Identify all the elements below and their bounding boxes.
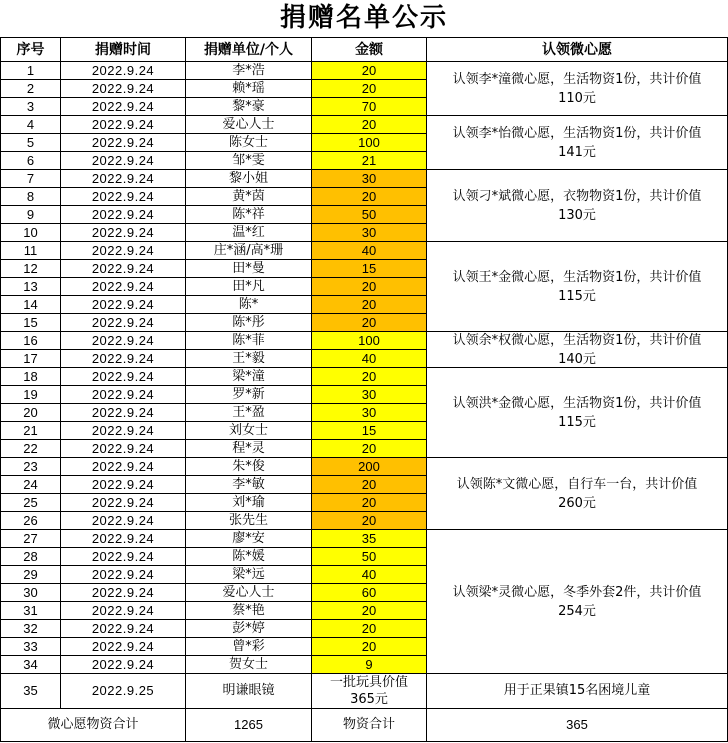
row-number: 2 bbox=[0, 80, 61, 98]
donation-amount: 20 bbox=[312, 476, 427, 494]
wish-cell bbox=[427, 368, 728, 458]
donation-amount: 21 bbox=[312, 152, 427, 170]
row-number: 33 bbox=[0, 638, 61, 656]
donor-name: 明谦眼镜 bbox=[186, 674, 312, 709]
donation-amount: 30 bbox=[312, 386, 427, 404]
wish-total-label: 微心愿物资合计 bbox=[0, 709, 186, 742]
donor-name: 蔡*艳 bbox=[186, 602, 312, 620]
donation-date: 2022.9.24 bbox=[61, 350, 186, 368]
donation-date: 2022.9.24 bbox=[61, 494, 186, 512]
row-number: 11 bbox=[0, 242, 61, 260]
wish-text bbox=[453, 70, 702, 108]
wish-cell bbox=[427, 116, 728, 170]
row-number: 24 bbox=[0, 476, 61, 494]
donor-name: 梁*远 bbox=[186, 566, 312, 584]
donation-amount: 20 bbox=[312, 602, 427, 620]
wish-cell bbox=[427, 458, 728, 530]
wish-description: 认领王*金微心愿，生活物资1份，共计价值 bbox=[452, 269, 702, 285]
donation-date: 2022.9.24 bbox=[61, 278, 186, 296]
row-number: 4 bbox=[0, 116, 61, 134]
row-number: 27 bbox=[0, 530, 61, 548]
amount-value: 365元 bbox=[350, 692, 388, 707]
header-no: 序号 bbox=[0, 37, 61, 62]
donation-table bbox=[0, 37, 728, 743]
donation-date: 2022.9.24 bbox=[61, 332, 186, 350]
donor-name: 陈女士 bbox=[186, 134, 312, 152]
wish-cell: 用于正果镇15名困境儿童 bbox=[427, 674, 728, 709]
donor-name: 李*敏 bbox=[186, 476, 312, 494]
donor-name: 程*灵 bbox=[186, 440, 312, 458]
donation-amount: 40 bbox=[312, 566, 427, 584]
row-number: 19 bbox=[0, 386, 61, 404]
wish-cell bbox=[427, 62, 728, 116]
row-number: 31 bbox=[0, 602, 61, 620]
donation-amount: 70 bbox=[312, 98, 427, 116]
donor-name: 赖*瑶 bbox=[186, 80, 312, 98]
donation-date: 2022.9.25 bbox=[61, 674, 186, 709]
wish-description: 认领余*权微心愿，生活物资1份，共计价值 bbox=[452, 332, 702, 348]
donation-amount: 30 bbox=[312, 224, 427, 242]
donor-name: 邹*雯 bbox=[186, 152, 312, 170]
donation-amount: 9 bbox=[312, 656, 427, 674]
donation-amount: 20 bbox=[312, 278, 427, 296]
row-number: 3 bbox=[0, 98, 61, 116]
row-number: 8 bbox=[0, 188, 61, 206]
donor-name: 彭*婷 bbox=[186, 620, 312, 638]
amount-description: 一批玩具价值 bbox=[329, 675, 408, 690]
wish-cell bbox=[427, 332, 728, 368]
donor-name: 张先生 bbox=[186, 512, 312, 530]
donation-date: 2022.9.24 bbox=[61, 188, 186, 206]
row-number: 22 bbox=[0, 440, 61, 458]
donation-amount: 30 bbox=[312, 404, 427, 422]
donation-amount: 20 bbox=[312, 116, 427, 134]
wish-value: 254元 bbox=[558, 603, 596, 619]
donation-date: 2022.9.24 bbox=[61, 422, 186, 440]
donation-amount: 100 bbox=[312, 134, 427, 152]
donor-name: 陈* bbox=[186, 296, 312, 314]
donation-amount: 50 bbox=[312, 206, 427, 224]
wish-value: 110元 bbox=[558, 90, 596, 106]
donor-name: 陈*彤 bbox=[186, 314, 312, 332]
donation-date: 2022.9.24 bbox=[61, 620, 186, 638]
donation-date: 2022.9.24 bbox=[61, 638, 186, 656]
donation-date: 2022.9.24 bbox=[61, 224, 186, 242]
wish-value: 141元 bbox=[558, 144, 596, 160]
row-number: 23 bbox=[0, 458, 61, 476]
donation-amount: 40 bbox=[312, 350, 427, 368]
donation-date: 2022.9.24 bbox=[61, 260, 186, 278]
donation-amount: 20 bbox=[312, 368, 427, 386]
row-number: 14 bbox=[0, 296, 61, 314]
donation-date: 2022.9.24 bbox=[61, 512, 186, 530]
donation-date: 2022.9.24 bbox=[61, 656, 186, 674]
donor-name: 李*浩 bbox=[186, 62, 312, 80]
header-donor: 捐赠单位/个人 bbox=[186, 37, 312, 62]
donation-date: 2022.9.24 bbox=[61, 296, 186, 314]
donation-amount: 20 bbox=[312, 314, 427, 332]
header-date: 捐赠时间 bbox=[61, 37, 186, 62]
donor-name: 黄*茵 bbox=[186, 188, 312, 206]
row-number: 35 bbox=[0, 674, 61, 709]
donation-date: 2022.9.24 bbox=[61, 368, 186, 386]
donation-date: 2022.9.24 bbox=[61, 98, 186, 116]
donation-date: 2022.9.24 bbox=[61, 458, 186, 476]
donor-name: 田*凡 bbox=[186, 278, 312, 296]
wish-value: 115元 bbox=[558, 288, 596, 304]
donation-amount: 35 bbox=[312, 530, 427, 548]
donation-date: 2022.9.24 bbox=[61, 386, 186, 404]
row-number: 1 bbox=[0, 62, 61, 80]
row-number: 25 bbox=[0, 494, 61, 512]
wish-description: 认领李*潼微心愿，生活物资1份，共计价值 bbox=[452, 71, 702, 87]
goods-total-value: 365 bbox=[427, 709, 728, 742]
donation-date: 2022.9.24 bbox=[61, 62, 186, 80]
row-number: 9 bbox=[0, 206, 61, 224]
donor-name: 廖*安 bbox=[186, 530, 312, 548]
row-number: 17 bbox=[0, 350, 61, 368]
donation-date: 2022.9.24 bbox=[61, 80, 186, 98]
wish-text bbox=[453, 583, 702, 621]
donation-amount: 15 bbox=[312, 260, 427, 278]
row-number: 12 bbox=[0, 260, 61, 278]
donation-date: 2022.9.24 bbox=[61, 242, 186, 260]
donation-date: 2022.9.24 bbox=[61, 314, 186, 332]
row-number: 15 bbox=[0, 314, 61, 332]
row-number: 16 bbox=[0, 332, 61, 350]
donation-amount: 100 bbox=[312, 332, 427, 350]
donation-amount: 20 bbox=[312, 62, 427, 80]
donor-name: 刘女士 bbox=[186, 422, 312, 440]
donation-date: 2022.9.24 bbox=[61, 584, 186, 602]
donor-name: 陈*祥 bbox=[186, 206, 312, 224]
wish-description: 认领李*怡微心愿，生活物资1份，共计价值 bbox=[452, 125, 702, 141]
row-number: 21 bbox=[0, 422, 61, 440]
donor-name: 刘*瑜 bbox=[186, 494, 312, 512]
wish-description: 认领梁*灵微心愿，冬季外套2件，共计价值 bbox=[452, 584, 702, 600]
wish-description: 认领陈*文微心愿，自行车一台，共计价值 bbox=[456, 476, 698, 492]
wish-text bbox=[453, 124, 702, 162]
donor-name: 朱*俊 bbox=[186, 458, 312, 476]
row-number: 34 bbox=[0, 656, 61, 674]
donation-date: 2022.9.24 bbox=[61, 440, 186, 458]
wish-description: 认领洪*金微心愿，生活物资1份，共计价值 bbox=[452, 395, 702, 411]
donation-date: 2022.9.24 bbox=[61, 602, 186, 620]
donor-name: 黎*豪 bbox=[186, 98, 312, 116]
donor-name: 爱心人士 bbox=[186, 584, 312, 602]
amount-text bbox=[330, 674, 408, 708]
donation-date: 2022.9.24 bbox=[61, 476, 186, 494]
donor-name: 爱心人士 bbox=[186, 116, 312, 134]
wish-cell bbox=[427, 530, 728, 674]
donation-date: 2022.9.24 bbox=[61, 170, 186, 188]
donor-name: 陈*媛 bbox=[186, 548, 312, 566]
wish-value: 140元 bbox=[558, 351, 596, 367]
wish-text bbox=[453, 394, 702, 432]
donation-date: 2022.9.24 bbox=[61, 116, 186, 134]
header-wish: 认领微心愿 bbox=[427, 37, 728, 62]
donation-amount: 20 bbox=[312, 440, 427, 458]
donation-amount: 20 bbox=[312, 296, 427, 314]
donor-name: 黎小姐 bbox=[186, 170, 312, 188]
wish-text bbox=[453, 268, 702, 306]
donation-date: 2022.9.24 bbox=[61, 134, 186, 152]
row-number: 10 bbox=[0, 224, 61, 242]
donor-name: 贺女士 bbox=[186, 656, 312, 674]
donation-amount: 60 bbox=[312, 584, 427, 602]
row-number: 7 bbox=[0, 170, 61, 188]
wish-description: 认领刁*斌微心愿，衣物物资1份，共计价值 bbox=[452, 188, 702, 204]
donation-date: 2022.9.24 bbox=[61, 152, 186, 170]
row-number: 32 bbox=[0, 620, 61, 638]
wish-total-value: 1265 bbox=[186, 709, 312, 742]
donation-date: 2022.9.24 bbox=[61, 530, 186, 548]
wish-text bbox=[453, 187, 702, 225]
row-number: 26 bbox=[0, 512, 61, 530]
donor-name: 罗*新 bbox=[186, 386, 312, 404]
donor-name: 王*毅 bbox=[186, 350, 312, 368]
donor-name: 庄*涵/高*珊 bbox=[186, 242, 312, 260]
goods-total-label: 物资合计 bbox=[312, 709, 427, 742]
row-number: 29 bbox=[0, 566, 61, 584]
wish-cell bbox=[427, 170, 728, 242]
donation-amount: 20 bbox=[312, 494, 427, 512]
row-number: 6 bbox=[0, 152, 61, 170]
donation-amount: 20 bbox=[312, 188, 427, 206]
donation-date: 2022.9.24 bbox=[61, 548, 186, 566]
row-number: 13 bbox=[0, 278, 61, 296]
wish-value: 260元 bbox=[558, 495, 596, 511]
donor-name: 梁*潼 bbox=[186, 368, 312, 386]
donation-date: 2022.9.24 bbox=[61, 206, 186, 224]
donor-name: 陈*菲 bbox=[186, 332, 312, 350]
donor-name: 田*曼 bbox=[186, 260, 312, 278]
donation-amount: 200 bbox=[312, 458, 427, 476]
page-title: 捐赠名单公示 bbox=[279, 3, 448, 33]
row-number: 28 bbox=[0, 548, 61, 566]
donation-amount: 15 bbox=[312, 422, 427, 440]
donor-name: 温*红 bbox=[186, 224, 312, 242]
donation-amount: 20 bbox=[312, 80, 427, 98]
row-number: 30 bbox=[0, 584, 61, 602]
wish-text bbox=[453, 332, 702, 368]
wish-cell bbox=[427, 242, 728, 332]
row-number: 18 bbox=[0, 368, 61, 386]
wish-text bbox=[457, 475, 698, 513]
wish-value: 115元 bbox=[558, 414, 596, 430]
donation-amount bbox=[312, 674, 427, 709]
donor-name: 王*盈 bbox=[186, 404, 312, 422]
donation-amount: 40 bbox=[312, 242, 427, 260]
donation-date: 2022.9.24 bbox=[61, 404, 186, 422]
donation-amount: 20 bbox=[312, 620, 427, 638]
donation-amount: 50 bbox=[312, 548, 427, 566]
donor-name: 曾*彩 bbox=[186, 638, 312, 656]
donation-amount: 20 bbox=[312, 512, 427, 530]
donation-amount: 20 bbox=[312, 638, 427, 656]
header-amount: 金额 bbox=[312, 37, 427, 62]
wish-value: 130元 bbox=[558, 207, 596, 223]
donation-amount: 30 bbox=[312, 170, 427, 188]
donation-date: 2022.9.24 bbox=[61, 566, 186, 584]
row-number: 5 bbox=[0, 134, 61, 152]
row-number: 20 bbox=[0, 404, 61, 422]
